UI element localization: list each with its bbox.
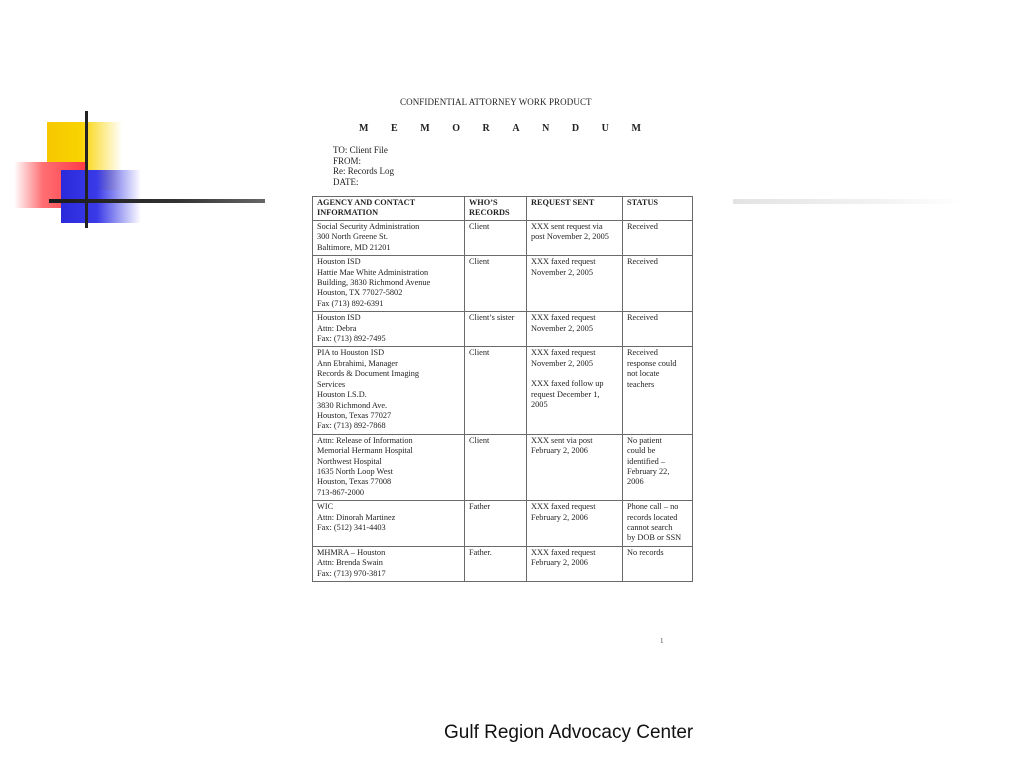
page-number: 1 bbox=[660, 637, 664, 645]
cell-line: Fax: (512) 341-4403 bbox=[317, 522, 386, 532]
memorandum-title bbox=[359, 123, 641, 134]
memo-letter: M bbox=[420, 123, 430, 134]
cell-line: Memorial Hermann Hospital bbox=[317, 446, 413, 456]
cell-line: 713-867-2000 bbox=[317, 487, 365, 497]
cell-line: cannot search bbox=[627, 522, 673, 532]
agency-cell bbox=[313, 256, 465, 312]
cell-line: Father. bbox=[469, 547, 492, 557]
cell-line: Houston ISD bbox=[317, 257, 361, 267]
cell-line: Father bbox=[469, 502, 491, 512]
memo-letter: O bbox=[452, 123, 460, 134]
cell-line: Houston, Texas 77008 bbox=[317, 477, 392, 487]
cell-line: February 2, 2006 bbox=[531, 446, 588, 456]
cell-line: XXX faxed request bbox=[531, 502, 596, 512]
status-cell bbox=[623, 546, 693, 581]
whos-records-cell bbox=[465, 434, 527, 500]
footer-text: Gulf Region Advocacy Center bbox=[444, 722, 694, 743]
cell-line: could be bbox=[627, 446, 656, 456]
cell-line: Fax: (713) 892-7495 bbox=[317, 334, 386, 344]
cell-line: 1635 North Loop West bbox=[317, 466, 393, 476]
status-cell bbox=[623, 312, 693, 347]
cell-line: No records bbox=[627, 547, 664, 557]
cell-line: WIC bbox=[317, 502, 334, 512]
request-sent-cell bbox=[527, 434, 623, 500]
from-field: FROM: bbox=[333, 155, 362, 166]
table-row bbox=[313, 347, 693, 434]
memo-letter: R bbox=[482, 123, 490, 134]
cell-line: XXX faxed request bbox=[531, 348, 596, 358]
memo-letter: N bbox=[542, 123, 550, 134]
whos-records-column-header bbox=[465, 197, 527, 221]
cell-line: XXX sent via post bbox=[531, 435, 593, 445]
cell-line: RECORDS bbox=[469, 208, 510, 217]
cell-line: Services bbox=[317, 379, 346, 389]
cell-line: Northwest Hospital bbox=[317, 456, 382, 466]
request-sent-cell bbox=[527, 221, 623, 256]
memo-letter: A bbox=[512, 123, 520, 134]
memo-letter: E bbox=[391, 123, 398, 134]
cell-line: Fax: (713) 970-3817 bbox=[317, 568, 386, 578]
cell-line: Houston ISD bbox=[317, 313, 361, 323]
cell-line: XXX faxed request bbox=[531, 257, 596, 267]
cell-line: Phone call – no bbox=[627, 502, 679, 512]
status-cell bbox=[623, 256, 693, 312]
cell-line: WHO’S bbox=[469, 198, 498, 207]
cell-line: XXX faxed request bbox=[531, 547, 596, 557]
request-sent-cell bbox=[527, 312, 623, 347]
cell-line: Houston, Texas 77027 bbox=[317, 410, 392, 420]
cell-line: Fax (713) 892-6391 bbox=[317, 298, 384, 308]
agency-cell bbox=[313, 221, 465, 256]
status-column-header bbox=[623, 197, 693, 221]
table-body bbox=[313, 221, 693, 582]
memo-fields bbox=[333, 145, 394, 187]
cell-line: Client bbox=[469, 222, 490, 231]
memo-letter: M bbox=[359, 123, 369, 134]
request-sent-cell bbox=[527, 546, 623, 581]
cell-line: teachers bbox=[627, 379, 655, 389]
cell-line bbox=[531, 369, 618, 379]
records-log-table bbox=[312, 196, 693, 582]
cell-line: Baltimore, MD 21201 bbox=[317, 242, 391, 252]
request-sent-cell bbox=[527, 256, 623, 312]
cell-line: February 22, bbox=[627, 466, 670, 476]
cell-line: not locate bbox=[627, 369, 660, 379]
whos-records-cell bbox=[465, 546, 527, 581]
cell-line: Building, 3830 Richmond Avenue bbox=[317, 278, 431, 288]
status-cell bbox=[623, 347, 693, 434]
cell-line: Received bbox=[627, 257, 658, 267]
cell-line: request December 1, bbox=[531, 389, 600, 399]
vertical-line-decoration bbox=[85, 111, 88, 228]
whos-records-cell bbox=[465, 221, 527, 256]
cell-line: post November 2, 2005 bbox=[531, 232, 609, 242]
cell-line: Received bbox=[627, 222, 658, 231]
table-row bbox=[313, 546, 693, 581]
table-row bbox=[313, 256, 693, 312]
cell-line: February 2, 2006 bbox=[531, 558, 588, 568]
cell-line: Social Security Administration bbox=[317, 222, 420, 231]
table-header-row bbox=[313, 197, 693, 221]
cell-line: Attn: Brenda Swain bbox=[317, 558, 383, 568]
memo-letter: M bbox=[631, 123, 641, 134]
agency-cell bbox=[313, 501, 465, 547]
faded-line-decoration bbox=[733, 199, 963, 204]
cell-line: February 2, 2006 bbox=[531, 512, 588, 522]
cell-line: MHMRA – Houston bbox=[317, 547, 386, 557]
cell-line: Records & Document Imaging bbox=[317, 369, 420, 379]
status-cell bbox=[623, 221, 693, 256]
agency-cell bbox=[313, 546, 465, 581]
status-cell bbox=[623, 501, 693, 547]
table-row bbox=[313, 221, 693, 256]
to-field: TO: Client File bbox=[333, 145, 388, 155]
request-sent-cell bbox=[527, 347, 623, 434]
agency-column-header bbox=[313, 197, 465, 221]
cell-line: 300 North Greene St. bbox=[317, 232, 388, 242]
cell-line: XXX faxed follow up bbox=[531, 379, 604, 389]
request-sent-cell bbox=[527, 501, 623, 547]
confidential-header: CONFIDENTIAL ATTORNEY WORK PRODUCT bbox=[400, 97, 592, 107]
table-row bbox=[313, 312, 693, 347]
agency-cell bbox=[313, 434, 465, 500]
blue-square-decoration bbox=[61, 170, 141, 223]
cell-line: records located bbox=[627, 512, 678, 522]
cell-line: Hattie Mae White Administration bbox=[317, 267, 429, 277]
status-cell bbox=[623, 434, 693, 500]
table-row bbox=[313, 501, 693, 547]
cell-line: AGENCY AND CONTACT bbox=[317, 198, 416, 207]
cell-line: November 2, 2005 bbox=[531, 323, 593, 333]
cell-line: Attn: Release of Information bbox=[317, 435, 413, 445]
cell-line: response could bbox=[627, 358, 677, 368]
cell-line: REQUEST SENT bbox=[531, 198, 595, 207]
cell-line: Client bbox=[469, 257, 490, 267]
cell-line: identified – bbox=[627, 456, 666, 466]
date-field: DATE: bbox=[333, 176, 359, 187]
cell-line: No patient bbox=[627, 435, 662, 445]
horizontal-line-decoration bbox=[49, 199, 265, 203]
cell-line: Attn: Debra bbox=[317, 323, 357, 333]
cell-line: Fax: (713) 892-7868 bbox=[317, 421, 386, 431]
cell-line: PIA to Houston ISD bbox=[317, 348, 385, 358]
cell-line: November 2, 2005 bbox=[531, 358, 593, 368]
cell-line: Client bbox=[469, 435, 490, 445]
cell-line: Client’s sister bbox=[469, 313, 515, 323]
whos-records-cell bbox=[465, 347, 527, 434]
cell-line: by DOB or SSN bbox=[627, 533, 682, 543]
cell-line: Houston I.S.D. bbox=[317, 390, 367, 400]
cell-line: 3830 Richmond Ave. bbox=[317, 400, 388, 410]
memo-letter: D bbox=[571, 123, 580, 134]
cell-line: Ann Ebrahimi, Manager bbox=[317, 358, 398, 368]
cell-line: Client bbox=[469, 348, 490, 358]
cell-line: Houston, TX 77027-5802 bbox=[317, 288, 403, 298]
re-field: Re: Records Log bbox=[333, 166, 394, 176]
memo-letter: U bbox=[601, 123, 609, 134]
whos-records-cell bbox=[465, 312, 527, 347]
agency-cell bbox=[313, 347, 465, 434]
cell-line: 2005 bbox=[531, 400, 548, 410]
cell-line: STATUS bbox=[627, 198, 659, 207]
whos-records-cell bbox=[465, 501, 527, 547]
cell-line: XXX sent request via bbox=[531, 222, 603, 231]
table-row bbox=[313, 434, 693, 500]
cell-line: XXX faxed request bbox=[531, 313, 596, 323]
cell-line: Attn: Dinorah Martinez bbox=[317, 512, 396, 522]
whos-records-cell bbox=[465, 256, 527, 312]
cell-line: November 2, 2005 bbox=[531, 267, 593, 277]
agency-cell bbox=[313, 312, 465, 347]
cell-line: Received bbox=[627, 348, 658, 358]
cell-line: 2006 bbox=[627, 477, 644, 487]
cell-line: INFORMATION bbox=[317, 208, 379, 217]
request-sent-column-header bbox=[527, 197, 623, 221]
cell-line: Received bbox=[627, 313, 658, 323]
